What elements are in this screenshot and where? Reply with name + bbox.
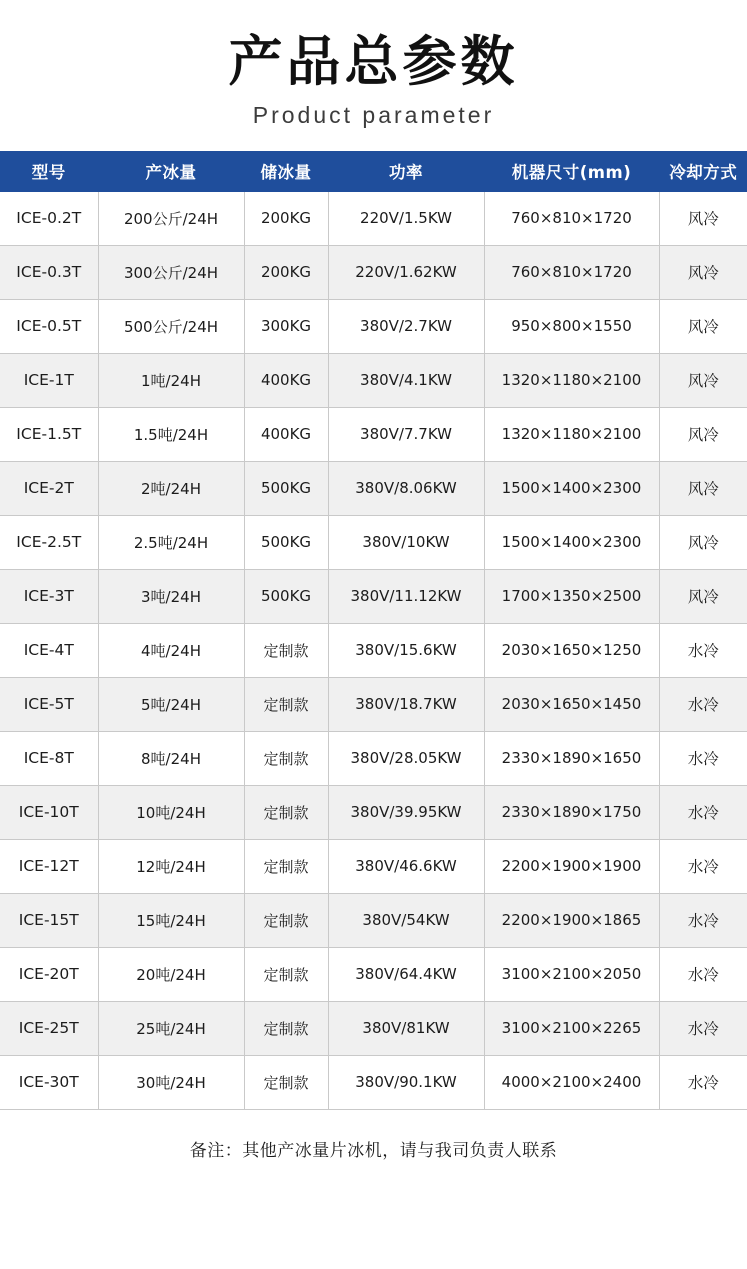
cell-cooling: 风冷 (659, 191, 747, 245)
cell-ice-output: 4吨/24H (98, 623, 244, 677)
cell-model: ICE-3T (0, 569, 98, 623)
cell-ice-output: 25吨/24H (98, 1001, 244, 1055)
table-header-row-group (0, 151, 747, 191)
cell-ice-storage: 定制款 (244, 947, 328, 1001)
cell-ice-storage: 500KG (244, 461, 328, 515)
cell-power: 380V/8.06KW (328, 461, 484, 515)
cell-model: ICE-5T (0, 677, 98, 731)
cell-cooling: 风冷 (659, 569, 747, 623)
cell-power: 380V/54KW (328, 893, 484, 947)
table-body (0, 191, 747, 1109)
cell-dimensions: 2330×1890×1750 (484, 785, 659, 839)
cell-cooling: 水冷 (659, 623, 747, 677)
page-title: 产品总参数 (228, 30, 519, 93)
cell-cooling: 水冷 (659, 839, 747, 893)
cell-dimensions: 1700×1350×2500 (484, 569, 659, 623)
table-row (0, 245, 747, 299)
spec-table-wrapper (0, 151, 747, 1110)
cell-ice-output: 30吨/24H (98, 1055, 244, 1109)
table-row (0, 407, 747, 461)
cell-ice-output: 8吨/24H (98, 731, 244, 785)
cell-ice-storage: 400KG (244, 353, 328, 407)
cell-cooling: 风冷 (659, 245, 747, 299)
table-row (0, 623, 747, 677)
cell-ice-storage: 定制款 (244, 785, 328, 839)
table-row (0, 839, 747, 893)
table-row (0, 353, 747, 407)
cell-dimensions: 4000×2100×2400 (484, 1055, 659, 1109)
cell-dimensions: 1320×1180×2100 (484, 353, 659, 407)
cell-power: 380V/2.7KW (328, 299, 484, 353)
cell-power: 380V/10KW (328, 515, 484, 569)
table-row (0, 1001, 747, 1055)
cell-power: 380V/4.1KW (328, 353, 484, 407)
table-row (0, 785, 747, 839)
cell-ice-storage: 定制款 (244, 1001, 328, 1055)
cell-power: 220V/1.5KW (328, 191, 484, 245)
cell-ice-output: 500公斤/24H (98, 299, 244, 353)
cell-ice-output: 10吨/24H (98, 785, 244, 839)
page-subtitle: Product parameter (252, 102, 495, 129)
cell-ice-storage: 200KG (244, 245, 328, 299)
cell-ice-storage: 定制款 (244, 839, 328, 893)
table-row (0, 515, 747, 569)
cell-ice-output: 3吨/24H (98, 569, 244, 623)
cell-ice-storage: 400KG (244, 407, 328, 461)
cell-model: ICE-0.5T (0, 299, 98, 353)
cell-model: ICE-1T (0, 353, 98, 407)
cell-ice-storage: 500KG (244, 515, 328, 569)
cell-cooling: 水冷 (659, 731, 747, 785)
cell-power: 380V/64.4KW (328, 947, 484, 1001)
table-row (0, 731, 747, 785)
cell-model: ICE-30T (0, 1055, 98, 1109)
cell-ice-storage: 200KG (244, 191, 328, 245)
cell-cooling: 风冷 (659, 299, 747, 353)
cell-dimensions: 760×810×1720 (484, 245, 659, 299)
cell-model: ICE-15T (0, 893, 98, 947)
cell-model: ICE-4T (0, 623, 98, 677)
spec-table (0, 151, 747, 1110)
cell-ice-output: 1.5吨/24H (98, 407, 244, 461)
cell-cooling: 水冷 (659, 785, 747, 839)
cell-cooling: 水冷 (659, 1001, 747, 1055)
column-header-ice-output: 产冰量 (98, 151, 244, 191)
cell-ice-output: 1吨/24H (98, 353, 244, 407)
table-row (0, 1055, 747, 1109)
cell-power: 380V/15.6KW (328, 623, 484, 677)
cell-dimensions: 3100×2100×2050 (484, 947, 659, 1001)
cell-model: ICE-0.2T (0, 191, 98, 245)
cell-ice-output: 5吨/24H (98, 677, 244, 731)
cell-ice-output: 20吨/24H (98, 947, 244, 1001)
cell-cooling: 风冷 (659, 515, 747, 569)
column-header-ice-storage: 储冰量 (244, 151, 328, 191)
cell-cooling: 风冷 (659, 461, 747, 515)
cell-ice-output: 15吨/24H (98, 893, 244, 947)
table-row (0, 893, 747, 947)
cell-power: 380V/11.12KW (328, 569, 484, 623)
cell-ice-output: 2吨/24H (98, 461, 244, 515)
cell-model: ICE-1.5T (0, 407, 98, 461)
column-header-model: 型号 (0, 151, 98, 191)
cell-power: 380V/18.7KW (328, 677, 484, 731)
cell-cooling: 风冷 (659, 407, 747, 461)
cell-model: ICE-0.3T (0, 245, 98, 299)
cell-power: 380V/28.05KW (328, 731, 484, 785)
cell-ice-storage: 定制款 (244, 731, 328, 785)
table-header-row (0, 151, 747, 191)
cell-dimensions: 1500×1400×2300 (484, 461, 659, 515)
cell-dimensions: 2200×1900×1900 (484, 839, 659, 893)
cell-cooling: 风冷 (659, 353, 747, 407)
cell-power: 380V/46.6KW (328, 839, 484, 893)
cell-ice-storage: 定制款 (244, 623, 328, 677)
cell-model: ICE-12T (0, 839, 98, 893)
cell-power: 380V/81KW (328, 1001, 484, 1055)
cell-model: ICE-2.5T (0, 515, 98, 569)
cell-model: ICE-10T (0, 785, 98, 839)
cell-ice-storage: 定制款 (244, 677, 328, 731)
cell-cooling: 水冷 (659, 947, 747, 1001)
cell-ice-output: 300公斤/24H (98, 245, 244, 299)
cell-dimensions: 760×810×1720 (484, 191, 659, 245)
column-header-cooling: 冷却方式 (659, 151, 747, 191)
cell-model: ICE-25T (0, 1001, 98, 1055)
cell-ice-storage: 300KG (244, 299, 328, 353)
cell-ice-storage: 500KG (244, 569, 328, 623)
cell-ice-output: 12吨/24H (98, 839, 244, 893)
cell-dimensions: 2330×1890×1650 (484, 731, 659, 785)
column-header-dimensions: 机器尺寸(mm) (484, 151, 659, 191)
table-row (0, 299, 747, 353)
footer-note: 备注：其他产冰量片冰机，请与我司负责人联系 (189, 1140, 558, 1161)
cell-dimensions: 2200×1900×1865 (484, 893, 659, 947)
table-row (0, 677, 747, 731)
cell-ice-output: 2.5吨/24H (98, 515, 244, 569)
cell-cooling: 水冷 (659, 677, 747, 731)
cell-power: 220V/1.62KW (328, 245, 484, 299)
cell-dimensions: 2030×1650×1250 (484, 623, 659, 677)
cell-ice-output: 200公斤/24H (98, 191, 244, 245)
cell-power: 380V/7.7KW (328, 407, 484, 461)
cell-dimensions: 3100×2100×2265 (484, 1001, 659, 1055)
table-row (0, 191, 747, 245)
page-header (0, 0, 747, 129)
table-row (0, 569, 747, 623)
cell-model: ICE-8T (0, 731, 98, 785)
cell-ice-storage: 定制款 (244, 1055, 328, 1109)
cell-dimensions: 1500×1400×2300 (484, 515, 659, 569)
cell-dimensions: 950×800×1550 (484, 299, 659, 353)
cell-cooling: 水冷 (659, 1055, 747, 1109)
cell-dimensions: 2030×1650×1450 (484, 677, 659, 731)
cell-ice-storage: 定制款 (244, 893, 328, 947)
table-row (0, 947, 747, 1001)
cell-dimensions: 1320×1180×2100 (484, 407, 659, 461)
column-header-power: 功率 (328, 151, 484, 191)
cell-power: 380V/39.95KW (328, 785, 484, 839)
cell-model: ICE-20T (0, 947, 98, 1001)
cell-power: 380V/90.1KW (328, 1055, 484, 1109)
cell-model: ICE-2T (0, 461, 98, 515)
table-row (0, 461, 747, 515)
cell-cooling: 水冷 (659, 893, 747, 947)
